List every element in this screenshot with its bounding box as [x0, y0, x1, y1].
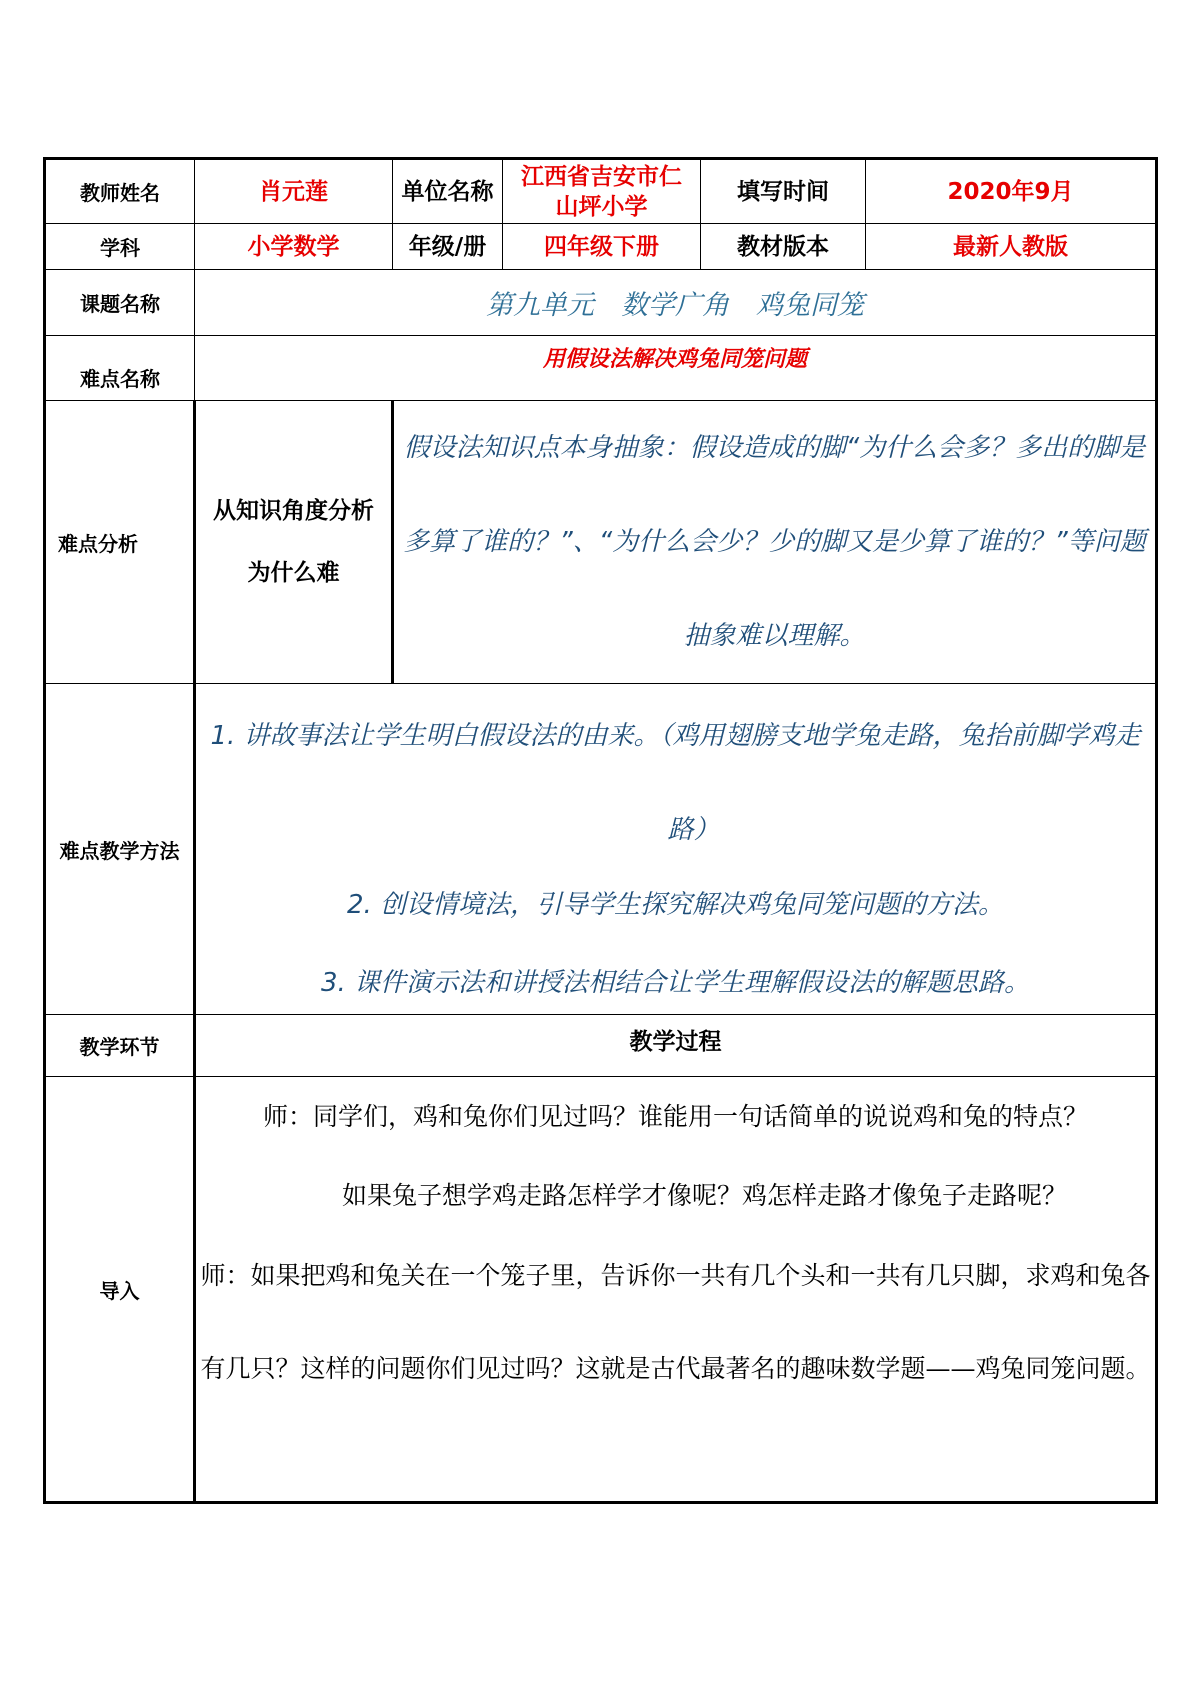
analysis-text: 假设法知识点本身抽象：假设造成的脚“为什么会多？多出的脚是多算了谁的？”、“为什么会少？少的脚又是少算了谁的？”等问题抽象难以理解。: [403, 433, 1146, 651]
teaching-stage-label: 教学环节: [79, 1035, 160, 1059]
topic-value-cell: [195, 270, 1157, 336]
fill-time-value-cell: [866, 159, 1157, 224]
edition-label-cell: [701, 224, 866, 270]
difficulty-value-cell: [195, 336, 1157, 401]
analysis-text-cell: [393, 401, 1157, 684]
teacher-name-value-cell: [195, 159, 393, 224]
lesson-plan-table: [43, 157, 1158, 1504]
grade-value-cell: [503, 224, 701, 270]
grade-label: 年级/册: [408, 233, 487, 260]
teaching-process-label-cell: [195, 1015, 1157, 1077]
edition-value: 最新人教版: [953, 233, 1068, 260]
teacher-name-label-cell: [45, 159, 195, 224]
edition-value-cell: [866, 224, 1157, 270]
fill-time-label-cell: [701, 159, 866, 224]
methods-label-cell: [45, 684, 195, 1015]
intro-line-1: 师：同学们，鸡和兔你们见过吗？谁能用一句话简单的说说鸡和兔的特点？: [262, 1102, 1088, 1131]
method-item-1: 1. 讲故事法让学生明白假设法的由来。（鸡用翅膀支地学兔走路，兔抬前脚学鸡走路）: [210, 721, 1141, 845]
difficulty-label: 难点名称: [80, 366, 160, 391]
topic-value: 第九单元 数学广角 鸡兔同笼: [486, 290, 864, 321]
intro-label: 导入: [99, 1278, 140, 1303]
difficulty-value: 用假设法解决鸡兔同笼问题: [542, 347, 807, 372]
analysis-sub-label: 从知识角度分析为什么难: [213, 498, 374, 586]
method-item-2: 2. 创设情境法，引导学生探究解决鸡兔同笼问题的方法。: [346, 890, 1005, 920]
topic-label-cell: [45, 270, 195, 336]
unit-name-value-cell: [503, 159, 701, 224]
unit-name-label: 单位名称: [401, 178, 494, 205]
teaching-stage-label-cell: [45, 1015, 195, 1077]
grade-label-cell: [393, 224, 503, 270]
teaching-process-label: 教学过程: [629, 1029, 722, 1055]
method-item-3: 3. 课件演示法和讲授法相结合让学生理解假设法的解题思路。: [320, 968, 1031, 998]
teacher-name-value: 肖元莲: [259, 178, 328, 205]
fill-time-label: 填写时间: [737, 178, 829, 205]
grade-value: 四年级下册: [544, 233, 659, 260]
subject-label: 学科: [100, 236, 140, 260]
intro-label-cell: [45, 1077, 195, 1503]
edition-label: 教材版本: [737, 233, 829, 260]
methods-label: 难点教学方法: [59, 838, 180, 863]
analysis-label: 难点分析: [58, 531, 138, 556]
difficulty-label-cell: [45, 336, 195, 401]
intro-line-2: 如果兔子想学鸡走路怎样学才像呢？鸡怎样走路才像兔子走路呢？: [341, 1181, 1067, 1210]
unit-name-label-cell: [393, 159, 503, 224]
subject-value: 小学数学: [247, 233, 340, 260]
analysis-label-cell: [45, 401, 195, 684]
intro-line-3: 师：如果把鸡和兔关在一个笼子里，告诉你一共有几个头和一共有几只脚，求鸡和兔各有几只？这样的问题你们见过吗？这就是古代最著名的趣味数学题——鸡兔同笼问题。: [200, 1261, 1151, 1383]
intro-text-cell: [195, 1077, 1157, 1503]
subject-value-cell: [195, 224, 393, 270]
unit-name-value: 江西省吉安市仁山坪小学: [521, 163, 682, 220]
methods-list-cell: [195, 684, 1157, 1015]
fill-time-value: 2020年9月: [947, 178, 1074, 205]
subject-label-cell: [45, 224, 195, 270]
analysis-sub-label-cell: [195, 401, 393, 684]
teacher-name-label: 教师姓名: [80, 181, 160, 205]
topic-label: 课题名称: [80, 292, 160, 316]
